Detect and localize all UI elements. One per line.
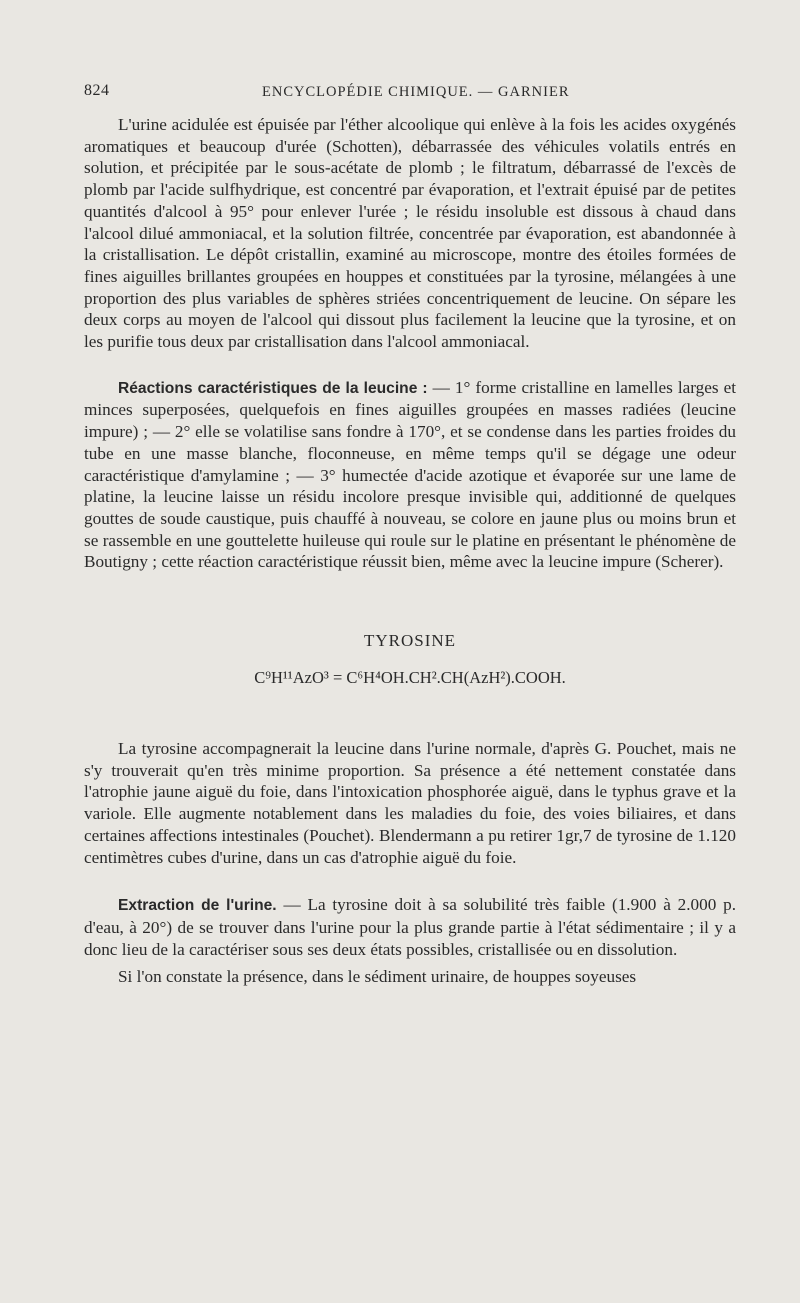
paragraph-extraction-method: L'urine acidulée est épuisée par l'éther alcoolique qui enlève à la fois les acides oxygénés aromatiques et beaucoup d'urée (Schotten), débarrassée des véhicules volatils entrés en solution, et précipitée par le sous-acétate de plomb ; le filtratum, débarrassé de l'excès de plomb par l'acide sulfhydrique, est concentré par évaporation, et l'extrait épuisé par de petites quantités d'alcool à 95° pour enlever l'urée ; le résidu insoluble est dissous à chaud dans l'alcool dilué ammoniacal, et la solution filtrée, concentrée par évaporation, est abandonnée à la cristallisation. Le dépôt cristallin, examiné au microscope, montre des étoiles formées de fines aiguilles brillantes groupées en houppes et constituées par la tyrosine, mélangées à une proportion des plus variables de sphères striées concentriquement de leucine. On sépare les deux corps au moyen de l'alcool qui dissout plus facilement la leucine que la tyrosine, et on les purifie tous deux par cristallisation dans l'alcool ammoniacal. — [84, 115, 736, 352]
paragraph-leucine-reactions — [84, 377, 736, 573]
paragraph-extraction-urine — [84, 894, 736, 960]
section-heading-extraction: Extraction de l'urine. — [118, 897, 277, 915]
section-title-tyrosine: TYROSINE — [363, 631, 457, 651]
section-heading-leucine-reactions: Réactions caractéristiques de la leucine : — [118, 379, 428, 397]
paragraph-tyrosine-presence: La tyrosine accompagnerait la leucine dans l'urine normale, d'après G. Pouchet, mais ne s'y trouverait qu'en très minime proportion. Sa présence a été nettement constatée dans l'atrophie jaune aiguë du foie, dans l'intoxication phosphorée aiguë, dans le typhus grave et la variole. Elle augmente notablement dans les maladies du foie, des voies biliaires, et dans certaines affections intestinales (Pouchet). Blendermann a pu retirer 1gr,7 de tyrosine de 1.120 centimètres cubes d'urine, dans un cas d'atrophie aiguë du foie. — [84, 739, 736, 867]
tyrosine-formula: C⁹H¹¹AzO³ = C⁶H⁴OH.CH².CH(AzH²).COOH. — [254, 668, 566, 688]
paragraph-sediment: Si l'on constate la présence, dans le sédiment urinaire, de houppes soyeuses — [118, 967, 637, 987]
extraction-text: — La tyrosine doit à sa solubilité très faible (1.900 à 2.000 p. d'eau, à 20°) de se trouver dans l'urine pour la plus grande partie à l'état sédimentaire ; il y a donc lieu de la caractériser sous ses deux états possibles, cristallisée ou en dissolution. — [84, 895, 736, 959]
header-title: ENCYCLOPÉDIE CHIMIQUE. — GARNIER — [262, 84, 570, 100]
leucine-reactions-text: — 1° forme cristalline en lamelles larges et minces superposées, quelquefois en fines aiguilles groupées en masses radiées (leucine impure) ; — 2° elle se volatilise sans fondre à 170°, et se condense dans les parties froides du tube en une masse blanche, floconneuse, en même temps qu'il se dégage une odeur caractéristique d'amylamine ; — 3° humectée d'acide azotique et évaporée sur une lame de platine, la leucine laisse un résidu incolore presque invisible qui, additionné de quelques gouttes de soude caustique, puis chauffé à nouveau, se colore en jaune plus ou moins brun et se rassemble en une gouttelette huileuse qui roule sur le platine en présentant le phénomène de Boutigny ; cette réaction caractéristique réussit bien, même avec la leucine impure (Scherer). — [84, 377, 737, 572]
page-number: 824 — [84, 82, 110, 99]
running-head — [84, 78, 736, 104]
